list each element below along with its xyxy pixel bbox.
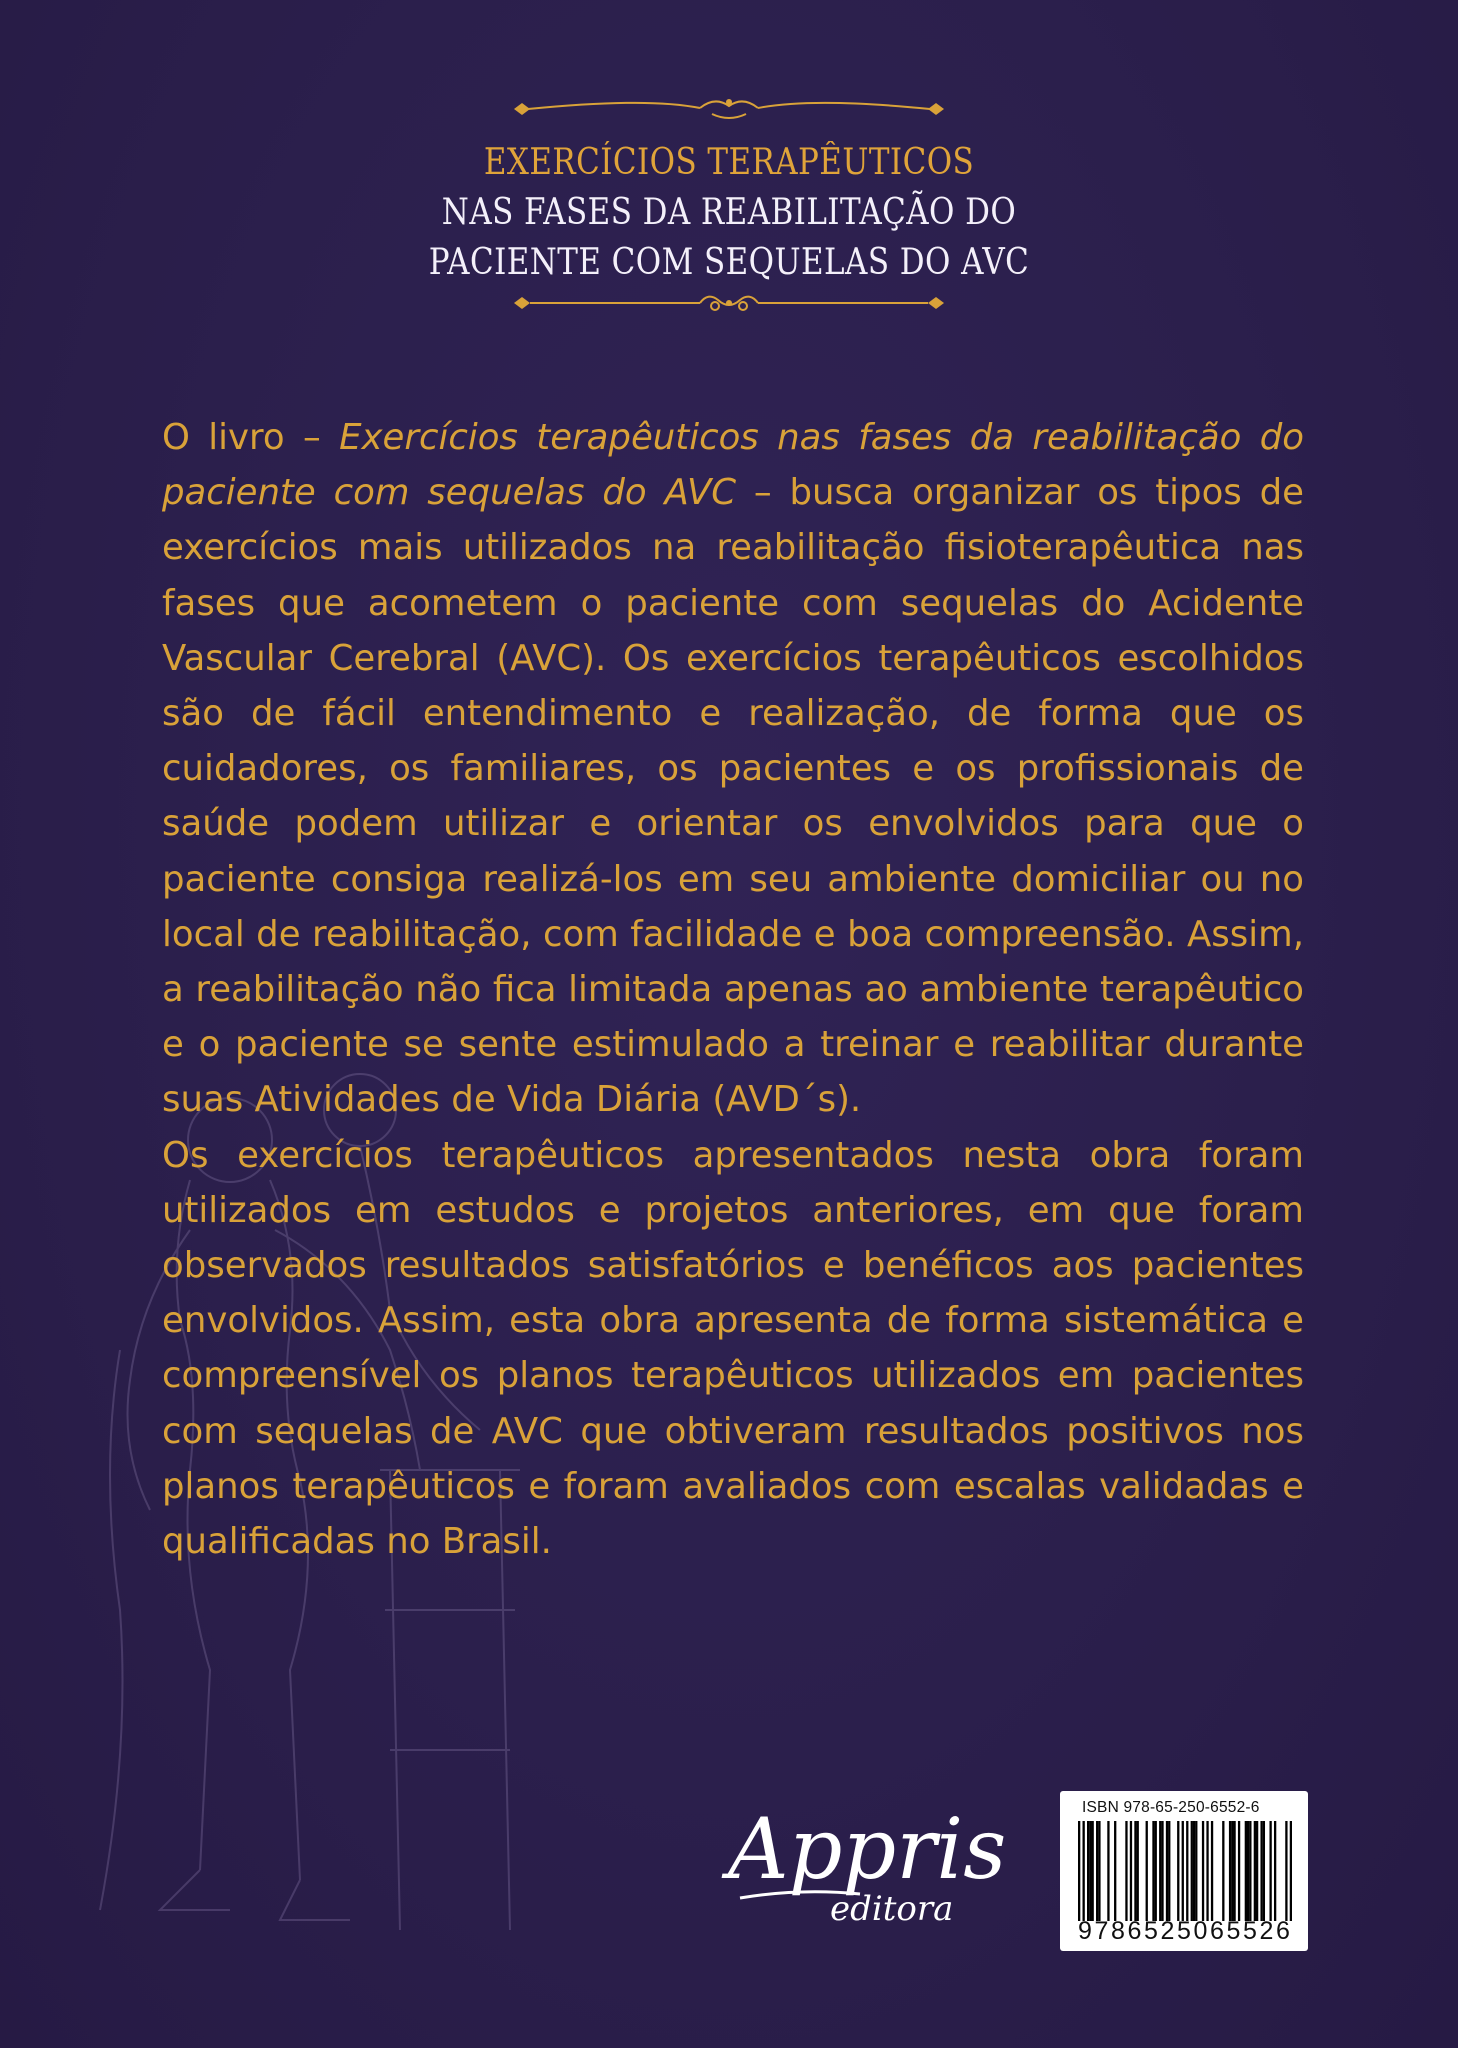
title-line-3: PACIENTE COM SEQUELAS DO AVC xyxy=(428,242,1030,283)
barcode-bar xyxy=(1146,1821,1148,1921)
barcode-bar xyxy=(1087,1821,1089,1921)
barcode-bar xyxy=(1107,1821,1109,1921)
barcode-bar xyxy=(1211,1821,1213,1921)
book-title xyxy=(299,138,1159,288)
barcode-bar xyxy=(1222,1821,1224,1921)
barcode-bar xyxy=(1238,1821,1240,1921)
barcode-bar xyxy=(1168,1821,1170,1921)
blurb-intro: O livro – xyxy=(162,417,340,458)
barcode-bar xyxy=(1193,1821,1195,1921)
barcode-bar xyxy=(1285,1821,1287,1921)
barcode-bar xyxy=(1130,1821,1132,1921)
isbn-label: ISBN 978-65-250-6552-6 xyxy=(1082,1799,1260,1816)
barcode-bar xyxy=(1263,1821,1265,1921)
barcode-bar xyxy=(1247,1821,1249,1921)
logo-sub-text: editora xyxy=(830,1889,954,1929)
barcode-bar xyxy=(1182,1821,1184,1921)
barcode-bar xyxy=(1159,1821,1161,1921)
barcode-bar xyxy=(1078,1821,1080,1921)
barcode-bar xyxy=(1092,1821,1094,1921)
barcode-bar xyxy=(1202,1821,1204,1921)
barcode-bar xyxy=(1233,1821,1235,1921)
barcode-bar xyxy=(1096,1821,1098,1921)
barcode-bar xyxy=(1155,1821,1157,1921)
title-ornament-top xyxy=(0,92,1458,126)
blurb-paragraph-2: Os exercícios terapêuticos apresentados nesta obra foram utilizados em estudos e projetos anteriores, em que foram observados resultados satisfatórios e benéficos aos pacientes envolvidos. Assim, esta obra apresenta de forma sistemática e compreensível os planos terapêuticos utilizados em pacientes com sequelas de AVC que obtiveram resultados positivos nos planos terapêuticos e foram avaliados com escalas validadas e qualificadas no Brasil. xyxy=(162,1134,1304,1563)
title-ornament-bottom xyxy=(0,288,1458,318)
barcode-bar xyxy=(1231,1821,1233,1921)
barcode-bar xyxy=(1125,1821,1127,1921)
barcode-bar xyxy=(1245,1821,1247,1921)
barcode-bar xyxy=(1152,1821,1154,1921)
barcode-bar xyxy=(1166,1821,1168,1921)
barcode-bar xyxy=(1089,1821,1091,1921)
barcode-bar xyxy=(1098,1821,1100,1921)
back-cover-blurb xyxy=(162,410,1304,1569)
barcode-bar xyxy=(1229,1821,1231,1921)
blurb-book-title: Exercícios terapêuticos nas fases da reabilitação do paciente com sequelas do AVC xyxy=(162,417,1304,514)
barcode-digits: 9786525065526 xyxy=(1078,1917,1293,1945)
barcode-bar xyxy=(1260,1821,1262,1921)
barcode-bar xyxy=(1186,1821,1188,1921)
blurb-paragraph-1 xyxy=(162,410,1304,1128)
barcode-bar xyxy=(1269,1821,1271,1921)
barcode-bar xyxy=(1290,1821,1292,1921)
barcode-bar xyxy=(1206,1821,1208,1921)
barcode-bar xyxy=(1137,1821,1139,1921)
barcode-bar xyxy=(1254,1821,1256,1921)
blurb-text-1: – busca organizar os tipos de exercícios mais utilizados na reabilitação fisioterapêutica nas fases que acometem o paciente com sequelas do Acidente Vascular Cerebral (AVC). Os exercícios terapêuticos escolhidos são de fácil entendimento e realização, de forma que os cuidadores, os familiares, os pacientes e os profissionais de saúde podem utilizar e orientar os envolvidos para que o paciente consiga realizá-los em seu ambiente domiciliar ou no local de reabilitação, com facilidade e boa compreensão. Assim, a reabilitação não fica limitada apenas ao ambiente terapêutico e o paciente se sente estimulado a treinar e reabilitar durante suas Atividades de Vida Diária (AVD´s). xyxy=(162,472,1304,1121)
logo-main-text: Appris xyxy=(728,1800,1007,1898)
appris-editora-logo xyxy=(720,1800,1010,1930)
barcode-bar xyxy=(1195,1821,1197,1921)
barcode-bar xyxy=(1274,1821,1276,1921)
title-line-1: EXERCÍCIOS TERAPÊUTICOS xyxy=(483,142,975,183)
barcode-bar xyxy=(1114,1821,1116,1921)
barcode-bar xyxy=(1191,1821,1193,1921)
barcode-bars xyxy=(1078,1821,1292,1921)
barcode-bar xyxy=(1256,1821,1258,1921)
barcode-bar xyxy=(1083,1821,1085,1921)
barcode-bar xyxy=(1134,1821,1136,1921)
barcode-bar xyxy=(1161,1821,1163,1921)
barcode-bar xyxy=(1249,1821,1251,1921)
isbn-barcode xyxy=(1060,1791,1308,1951)
barcode-bar xyxy=(1177,1821,1179,1921)
title-line-2: NAS FASES DA REABILITAÇÃO DO xyxy=(441,192,1017,233)
